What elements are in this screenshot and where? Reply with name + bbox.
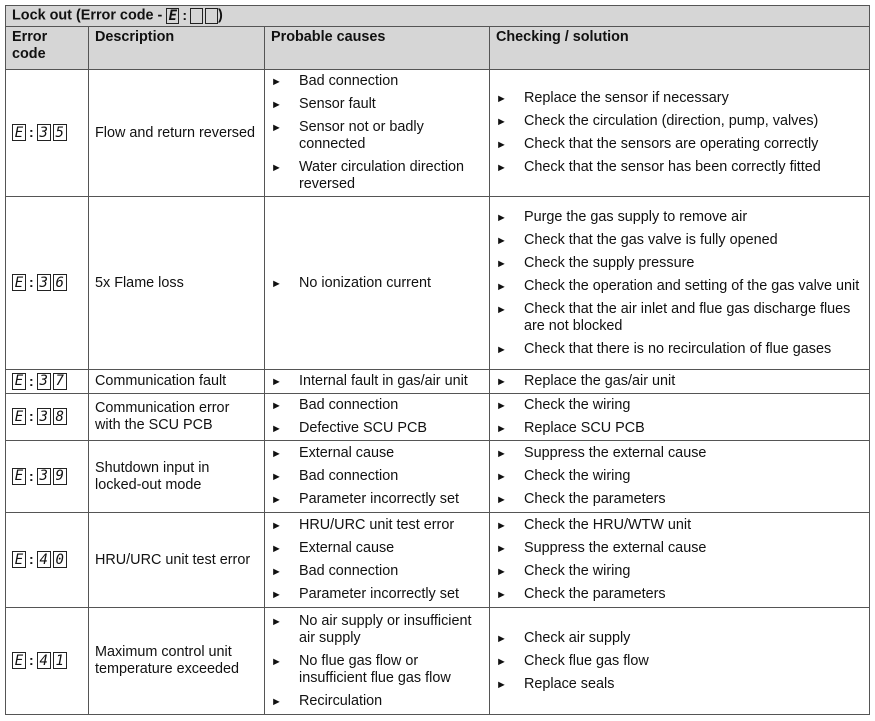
- solution-item: [490, 394, 869, 417]
- triangle-right-icon: ►: [496, 303, 507, 316]
- probable-causes-cell-list: [265, 442, 489, 511]
- table-row: [6, 394, 870, 441]
- triangle-right-icon: ►: [271, 423, 282, 435]
- solution-item: [490, 560, 869, 583]
- triangle-right-icon: ►: [271, 400, 282, 412]
- solution-item: [490, 465, 869, 488]
- seven-segment-display-icon: [12, 124, 67, 141]
- cause-item-text: Bad connection: [299, 468, 399, 484]
- triangle-right-icon: ►: [496, 280, 507, 293]
- seven-segment-display-icon: [12, 468, 67, 485]
- solution-cell-list: [490, 206, 869, 361]
- triangle-right-icon: ►: [271, 122, 282, 134]
- triangle-right-icon: ►: [496, 543, 507, 555]
- table-title-suffix: ): [218, 7, 223, 24]
- solution-item-text: Check that the gas valve is fully opened: [524, 231, 778, 248]
- cause-item: [265, 417, 489, 440]
- seven-segment-display-icon: [12, 373, 67, 390]
- solution-item-text: Check flue gas flow: [524, 652, 649, 669]
- segment-separator: :: [29, 652, 34, 669]
- triangle-right-icon: ►: [271, 615, 282, 628]
- solution-item-text: Suppress the external cause: [524, 445, 707, 461]
- cause-item: [265, 272, 489, 295]
- triangle-right-icon: ►: [271, 655, 282, 668]
- solution-item: [490, 650, 869, 673]
- solution-item-text: Check the wiring: [524, 468, 631, 484]
- lockout-table: [5, 5, 870, 715]
- solution-item: [490, 298, 869, 338]
- segment-letter: E: [12, 468, 26, 485]
- error-code-cell: [6, 197, 89, 370]
- cause-item: [265, 116, 489, 156]
- probable-causes-cell-list: [265, 272, 489, 295]
- triangle-right-icon: ►: [496, 423, 507, 435]
- triangle-right-icon: ►: [496, 655, 507, 668]
- solution-item-text: Replace the sensor if necessary: [524, 90, 729, 106]
- segment-digit-1: 3: [37, 124, 51, 141]
- solution-item-text: Suppress the external cause: [524, 540, 707, 556]
- triangle-right-icon: ►: [496, 93, 507, 105]
- triangle-right-icon: ►: [496, 632, 507, 645]
- table-body: [6, 70, 870, 715]
- cause-item: [265, 610, 489, 650]
- cause-item-text: Bad connection: [299, 563, 399, 579]
- error-code-cell: [6, 370, 89, 394]
- solution-item: [490, 370, 869, 393]
- triangle-right-icon: ►: [271, 494, 282, 506]
- segment-separator: :: [29, 408, 34, 425]
- triangle-right-icon: ►: [496, 343, 507, 356]
- cause-item-text: No air supply or insufficient air supply: [299, 612, 472, 646]
- description-cell: Communication fault: [89, 370, 265, 394]
- cause-item: [265, 465, 489, 488]
- cause-item-text: No flue gas flow or insufficient flue gas flow: [299, 652, 451, 686]
- cause-item: [265, 537, 489, 560]
- solution-item-text: Purge the gas supply to remove air: [524, 208, 748, 225]
- solution-item-text: Replace SCU PCB: [524, 420, 645, 436]
- triangle-right-icon: ►: [271, 566, 282, 578]
- probable-causes-cell-list: [265, 514, 489, 606]
- solution-item-text: Replace seals: [524, 675, 615, 692]
- probable-causes-cell: [265, 197, 490, 370]
- triangle-right-icon: ►: [496, 376, 507, 388]
- segment-separator: :: [29, 274, 34, 291]
- solution-cell-list: [490, 394, 869, 440]
- solution-cell: [490, 370, 870, 394]
- solution-item: [490, 488, 869, 511]
- segment-digit-2: 8: [53, 408, 67, 425]
- solution-item-text: Check air supply: [524, 629, 631, 646]
- solution-item: [490, 627, 869, 650]
- probable-causes-cell: [265, 70, 490, 197]
- error-code-cell: [6, 608, 89, 715]
- segment-digit-1: 3: [37, 373, 51, 390]
- cause-item-text: Recirculation: [299, 692, 383, 709]
- solution-item: [490, 252, 869, 275]
- cause-item: [265, 70, 489, 93]
- segment-separator: :: [29, 551, 34, 568]
- solution-item-text: Check the circulation (direction, pump, valves): [524, 113, 819, 129]
- seven-segment-display-icon: [12, 408, 67, 425]
- triangle-right-icon: ►: [271, 376, 282, 388]
- probable-causes-cell: [265, 394, 490, 441]
- triangle-right-icon: ►: [496, 448, 507, 460]
- solution-item: [490, 514, 869, 537]
- solution-cell: [490, 394, 870, 441]
- solution-cell: [490, 513, 870, 608]
- description-cell: Communication error with the SCU PCB: [89, 394, 265, 441]
- cause-item: [265, 156, 489, 196]
- segment-digit-2: 6: [53, 274, 67, 291]
- triangle-right-icon: ►: [271, 471, 282, 483]
- header-error-code: Error code: [6, 27, 89, 70]
- solution-item: [490, 275, 869, 298]
- triangle-right-icon: ►: [271, 695, 282, 708]
- segment-letter: E: [12, 373, 26, 390]
- segment-digit-1: 3: [37, 274, 51, 291]
- cause-item: [265, 560, 489, 583]
- segment-blank: [190, 8, 203, 24]
- solution-cell: [490, 197, 870, 370]
- triangle-right-icon: ►: [271, 162, 282, 174]
- solution-item: [490, 417, 869, 440]
- cause-item-text: Parameter incorrectly set: [299, 586, 459, 602]
- probable-causes-cell: [265, 441, 490, 513]
- error-code-cell: [6, 70, 89, 197]
- probable-causes-cell-list: [265, 394, 489, 440]
- cause-item-text: Bad connection: [299, 73, 399, 89]
- triangle-right-icon: ►: [271, 543, 282, 555]
- triangle-right-icon: ►: [496, 162, 507, 174]
- triangle-right-icon: ►: [496, 211, 507, 224]
- cause-item-text: No ionization current: [299, 274, 431, 291]
- triangle-right-icon: ►: [271, 589, 282, 601]
- table-row: [6, 608, 870, 715]
- segment-digit-2: 9: [53, 468, 67, 485]
- segment-digit-1: 3: [37, 408, 51, 425]
- table-row: [6, 370, 870, 394]
- probable-causes-cell-list: [265, 70, 489, 196]
- table-row: [6, 513, 870, 608]
- triangle-right-icon: ►: [496, 471, 507, 483]
- triangle-right-icon: ►: [271, 76, 282, 88]
- solution-cell: [490, 70, 870, 197]
- cause-item: [265, 442, 489, 465]
- solution-item-text: Check the wiring: [524, 397, 631, 413]
- cause-item: [265, 370, 489, 393]
- seven-segment-display-icon: [12, 274, 67, 291]
- solution-item: [490, 583, 869, 606]
- header-probable-causes: Probable causes: [265, 27, 490, 70]
- cause-item-text: Water circulation direction reversed: [299, 159, 465, 192]
- error-code-cell: [6, 394, 89, 441]
- segment-letter: E: [12, 274, 26, 291]
- cause-item: [265, 650, 489, 690]
- header-description: Description: [89, 27, 265, 70]
- solution-cell: [490, 441, 870, 513]
- solution-item-text: Check the HRU/WTW unit: [524, 517, 692, 533]
- segment-letter: E: [166, 8, 179, 24]
- solution-item: [490, 87, 869, 110]
- seven-segment-display-icon: [12, 652, 67, 669]
- segment-letter: E: [12, 551, 26, 568]
- solution-item: [490, 156, 869, 179]
- header-checking-solution: Checking / solution: [490, 27, 870, 70]
- triangle-right-icon: ►: [496, 116, 507, 128]
- segment-digit-1: 4: [37, 652, 51, 669]
- triangle-right-icon: ►: [496, 520, 507, 532]
- probable-causes-cell: [265, 608, 490, 715]
- solution-cell: [490, 608, 870, 715]
- triangle-right-icon: ►: [271, 520, 282, 532]
- error-code-cell: [6, 441, 89, 513]
- cause-item: [265, 514, 489, 537]
- solution-item-text: Check the supply pressure: [524, 254, 695, 271]
- seven-segment-display-icon: [12, 551, 67, 568]
- triangle-right-icon: ►: [496, 566, 507, 578]
- solution-item-text: Check the operation and setting of the gas valve unit: [524, 277, 860, 294]
- solution-cell-list: [490, 442, 869, 511]
- segment-separator: :: [29, 467, 34, 484]
- cause-item-text: Parameter incorrectly set: [299, 491, 459, 507]
- probable-causes-cell-list: [265, 610, 489, 713]
- description-cell: 5x Flame loss: [89, 197, 265, 370]
- solution-item-text: Check that the air inlet and flue gas discharge flues are not blocked: [524, 300, 851, 334]
- description-cell: HRU/URC unit test error: [89, 513, 265, 608]
- solution-item: [490, 442, 869, 465]
- segment-separator: :: [182, 7, 187, 24]
- cause-item-text: External cause: [299, 540, 395, 556]
- solution-item: [490, 673, 869, 696]
- lockout-table-container: [5, 5, 869, 715]
- segment-digit-1: 3: [37, 468, 51, 485]
- segment-letter: E: [12, 408, 26, 425]
- cause-item: [265, 690, 489, 713]
- cause-item-text: Internal fault in gas/air unit: [299, 373, 468, 389]
- segment-letter: E: [12, 124, 26, 141]
- table-row: [6, 197, 870, 370]
- table-row: [6, 70, 870, 197]
- cause-item: [265, 583, 489, 606]
- description-cell: Maximum control unit temperature exceeded: [89, 608, 265, 715]
- segment-separator: :: [29, 124, 34, 141]
- probable-causes-cell: [265, 370, 490, 394]
- error-code-cell: [6, 513, 89, 608]
- solution-cell-list: [490, 370, 869, 393]
- description-cell: Shutdown input in locked-out mode: [89, 441, 265, 513]
- solution-item-text: Check that the sensor has been correctly fitted: [524, 159, 821, 175]
- solution-cell-list: [490, 627, 869, 696]
- cause-item-text: Sensor fault: [299, 96, 376, 112]
- triangle-right-icon: ►: [496, 257, 507, 270]
- solution-cell-list: [490, 87, 869, 179]
- solution-item: [490, 133, 869, 156]
- triangle-right-icon: ►: [271, 277, 282, 290]
- triangle-right-icon: ►: [271, 448, 282, 460]
- probable-causes-cell: [265, 513, 490, 608]
- cause-item-text: HRU/URC unit test error: [299, 517, 455, 533]
- segment-blank: [205, 8, 218, 24]
- segment-letter: E: [12, 652, 26, 669]
- triangle-right-icon: ►: [496, 494, 507, 506]
- probable-causes-cell-list: [265, 370, 489, 393]
- triangle-right-icon: ►: [496, 400, 507, 412]
- solution-item: [490, 110, 869, 133]
- solution-item-text: Check the parameters: [524, 586, 666, 602]
- seven-segment-display-icon: [166, 7, 218, 24]
- triangle-right-icon: ►: [496, 589, 507, 601]
- cause-item: [265, 488, 489, 511]
- solution-item-text: Check that there is no recirculation of flue gases: [524, 340, 832, 357]
- cause-item-text: Defective SCU PCB: [299, 420, 427, 436]
- triangle-right-icon: ►: [496, 678, 507, 691]
- segment-digit-1: 4: [37, 551, 51, 568]
- triangle-right-icon: ►: [496, 139, 507, 151]
- solution-item: [490, 537, 869, 560]
- solution-item: [490, 229, 869, 252]
- solution-item: [490, 206, 869, 229]
- solution-item-text: Check the wiring: [524, 563, 631, 579]
- table-title: [6, 6, 870, 27]
- solution-cell-list: [490, 514, 869, 606]
- cause-item: [265, 394, 489, 417]
- solution-item: [490, 338, 869, 361]
- table-title-prefix: Lock out (Error code -: [12, 7, 167, 24]
- triangle-right-icon: ►: [496, 234, 507, 247]
- solution-item-text: Replace the gas/air unit: [524, 373, 676, 389]
- table-row: [6, 441, 870, 513]
- segment-digit-2: 1: [53, 652, 67, 669]
- cause-item: [265, 93, 489, 116]
- cause-item-text: External cause: [299, 445, 395, 461]
- segment-digit-2: 0: [53, 551, 67, 568]
- description-cell: Flow and return reversed: [89, 70, 265, 197]
- triangle-right-icon: ►: [271, 99, 282, 111]
- cause-item-text: Bad connection: [299, 397, 399, 413]
- segment-digit-2: 5: [53, 124, 67, 141]
- segment-digit-2: 7: [53, 373, 67, 390]
- segment-separator: :: [29, 372, 34, 389]
- solution-item-text: Check that the sensors are operating correctly: [524, 136, 819, 152]
- solution-item-text: Check the parameters: [524, 491, 666, 507]
- cause-item-text: Sensor not or badly connected: [299, 119, 424, 152]
